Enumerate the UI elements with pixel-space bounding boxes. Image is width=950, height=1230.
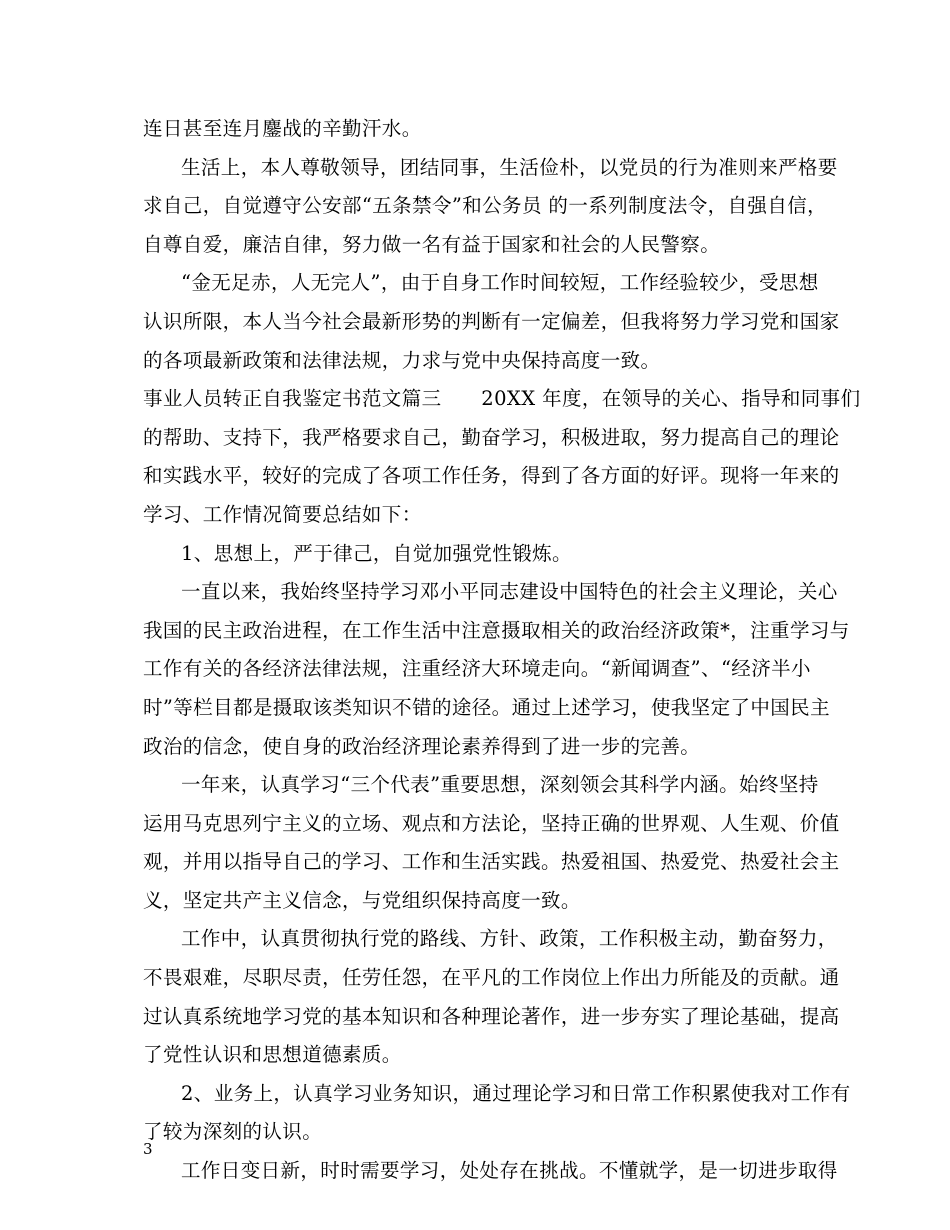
text-line: 生活上，本人尊敬领导，团结同事，生活俭朴，以党员的行为准则来严格要 — [181, 155, 838, 179]
text-line: 连日甚至连月鏖战的辛勤汗水。 — [143, 117, 422, 140]
text-line: 一直以来，我始终坚持学习邓小平同志建设中国特色的社会主义理论，关心 — [181, 580, 838, 604]
text-line: 事业人员转正自我鉴定书范文篇三 20XX 年度，在领导的关心、指导和同事们 — [143, 387, 861, 411]
text-line: 了较为深刻的认识。 — [143, 1120, 323, 1144]
text-line: 过认真系统地学习党的基本知识和各种理论著作，进一步夯实了理论基础，提高 — [143, 1004, 840, 1028]
text-line: 求自己，自觉遵守公安部“五条禁令”和公务员 的一系列制度法令，自强自信， — [143, 194, 828, 218]
text-line: 工作日变日新，时时需要学习，处处存在挑战。不懂就学，是一切进步取得 — [181, 1159, 838, 1183]
text-line: 一年来，认真学习“三个代表”重要思想，深刻领会其科学内涵。始终坚持 — [181, 773, 819, 797]
text-line: 的各项最新政策和法律法规，力求与党中央保持高度一致。 — [143, 348, 661, 372]
text-line: 学习、工作情况简要总结如下： — [143, 502, 422, 526]
text-line: 认识所限，本人当今社会最新形势的判断有一定偏差，但我将努力学习党和国家 — [143, 309, 840, 333]
text-line: 我国的民主政治进程，在工作生活中注意摄取相关的政治经济政策*，注重学习与 — [143, 618, 850, 642]
document-body — [143, 110, 861, 1191]
page-number: 3 — [143, 1140, 153, 1158]
text-line: 观，并用以指导自己的学习、工作和生活实践。热爱祖国、热爱党、热爱社会主 — [143, 850, 840, 874]
text-line: 和实践水平，较好的完成了各项工作任务，得到了各方面的好评。现将一年来的 — [143, 464, 840, 488]
text-line: 政治的信念，使自身的政治经济理论素养得到了进一步的完善。 — [143, 734, 701, 758]
text-line: 的帮助、支持下，我严格要求自己，勤奋学习，积极进取，努力提高自己的理论 — [143, 425, 840, 449]
text-line: 工作有关的各经济法律法规，注重经济大环境走向。“新闻调查”、“经济半小 — [143, 657, 811, 681]
text-line: 不畏艰难，尽职尽责，任劳任怨，在平凡的工作岗位上作出力所能及的贡献。通 — [143, 966, 840, 990]
text-line: 1、思想上，严于律己，自觉加强党性锻炼。 — [181, 541, 572, 565]
text-line: 2、业务上，认真学习业务知识，通过理论学习和日常工作积累使我对工作有 — [181, 1081, 851, 1105]
text-line: 自尊自爱，廉洁自律，努力做一名有益于国家和社会的人民警察。 — [143, 232, 721, 256]
text-line: 了党性认识和思想道德素质。 — [143, 1043, 402, 1067]
text-line: 义，坚定共产主义信念，与党组织保持高度一致。 — [143, 888, 581, 912]
text-line: 工作中，认真贯彻执行党的路线、方针、政策，工作积极主动，勤奋努力， — [181, 927, 838, 951]
text-line: 运用马克思列宁主义的立场、观点和方法论，坚持正确的世界观、人生观、价值 — [143, 811, 840, 835]
text-line: 时”等栏目都是摄取该类知识不错的途径。通过上述学习，使我坚定了中国民主 — [143, 695, 830, 719]
text-line: “金无足赤，人无完人”，由于自身工作时间较短，工作经验较少，受思想 — [181, 271, 819, 295]
